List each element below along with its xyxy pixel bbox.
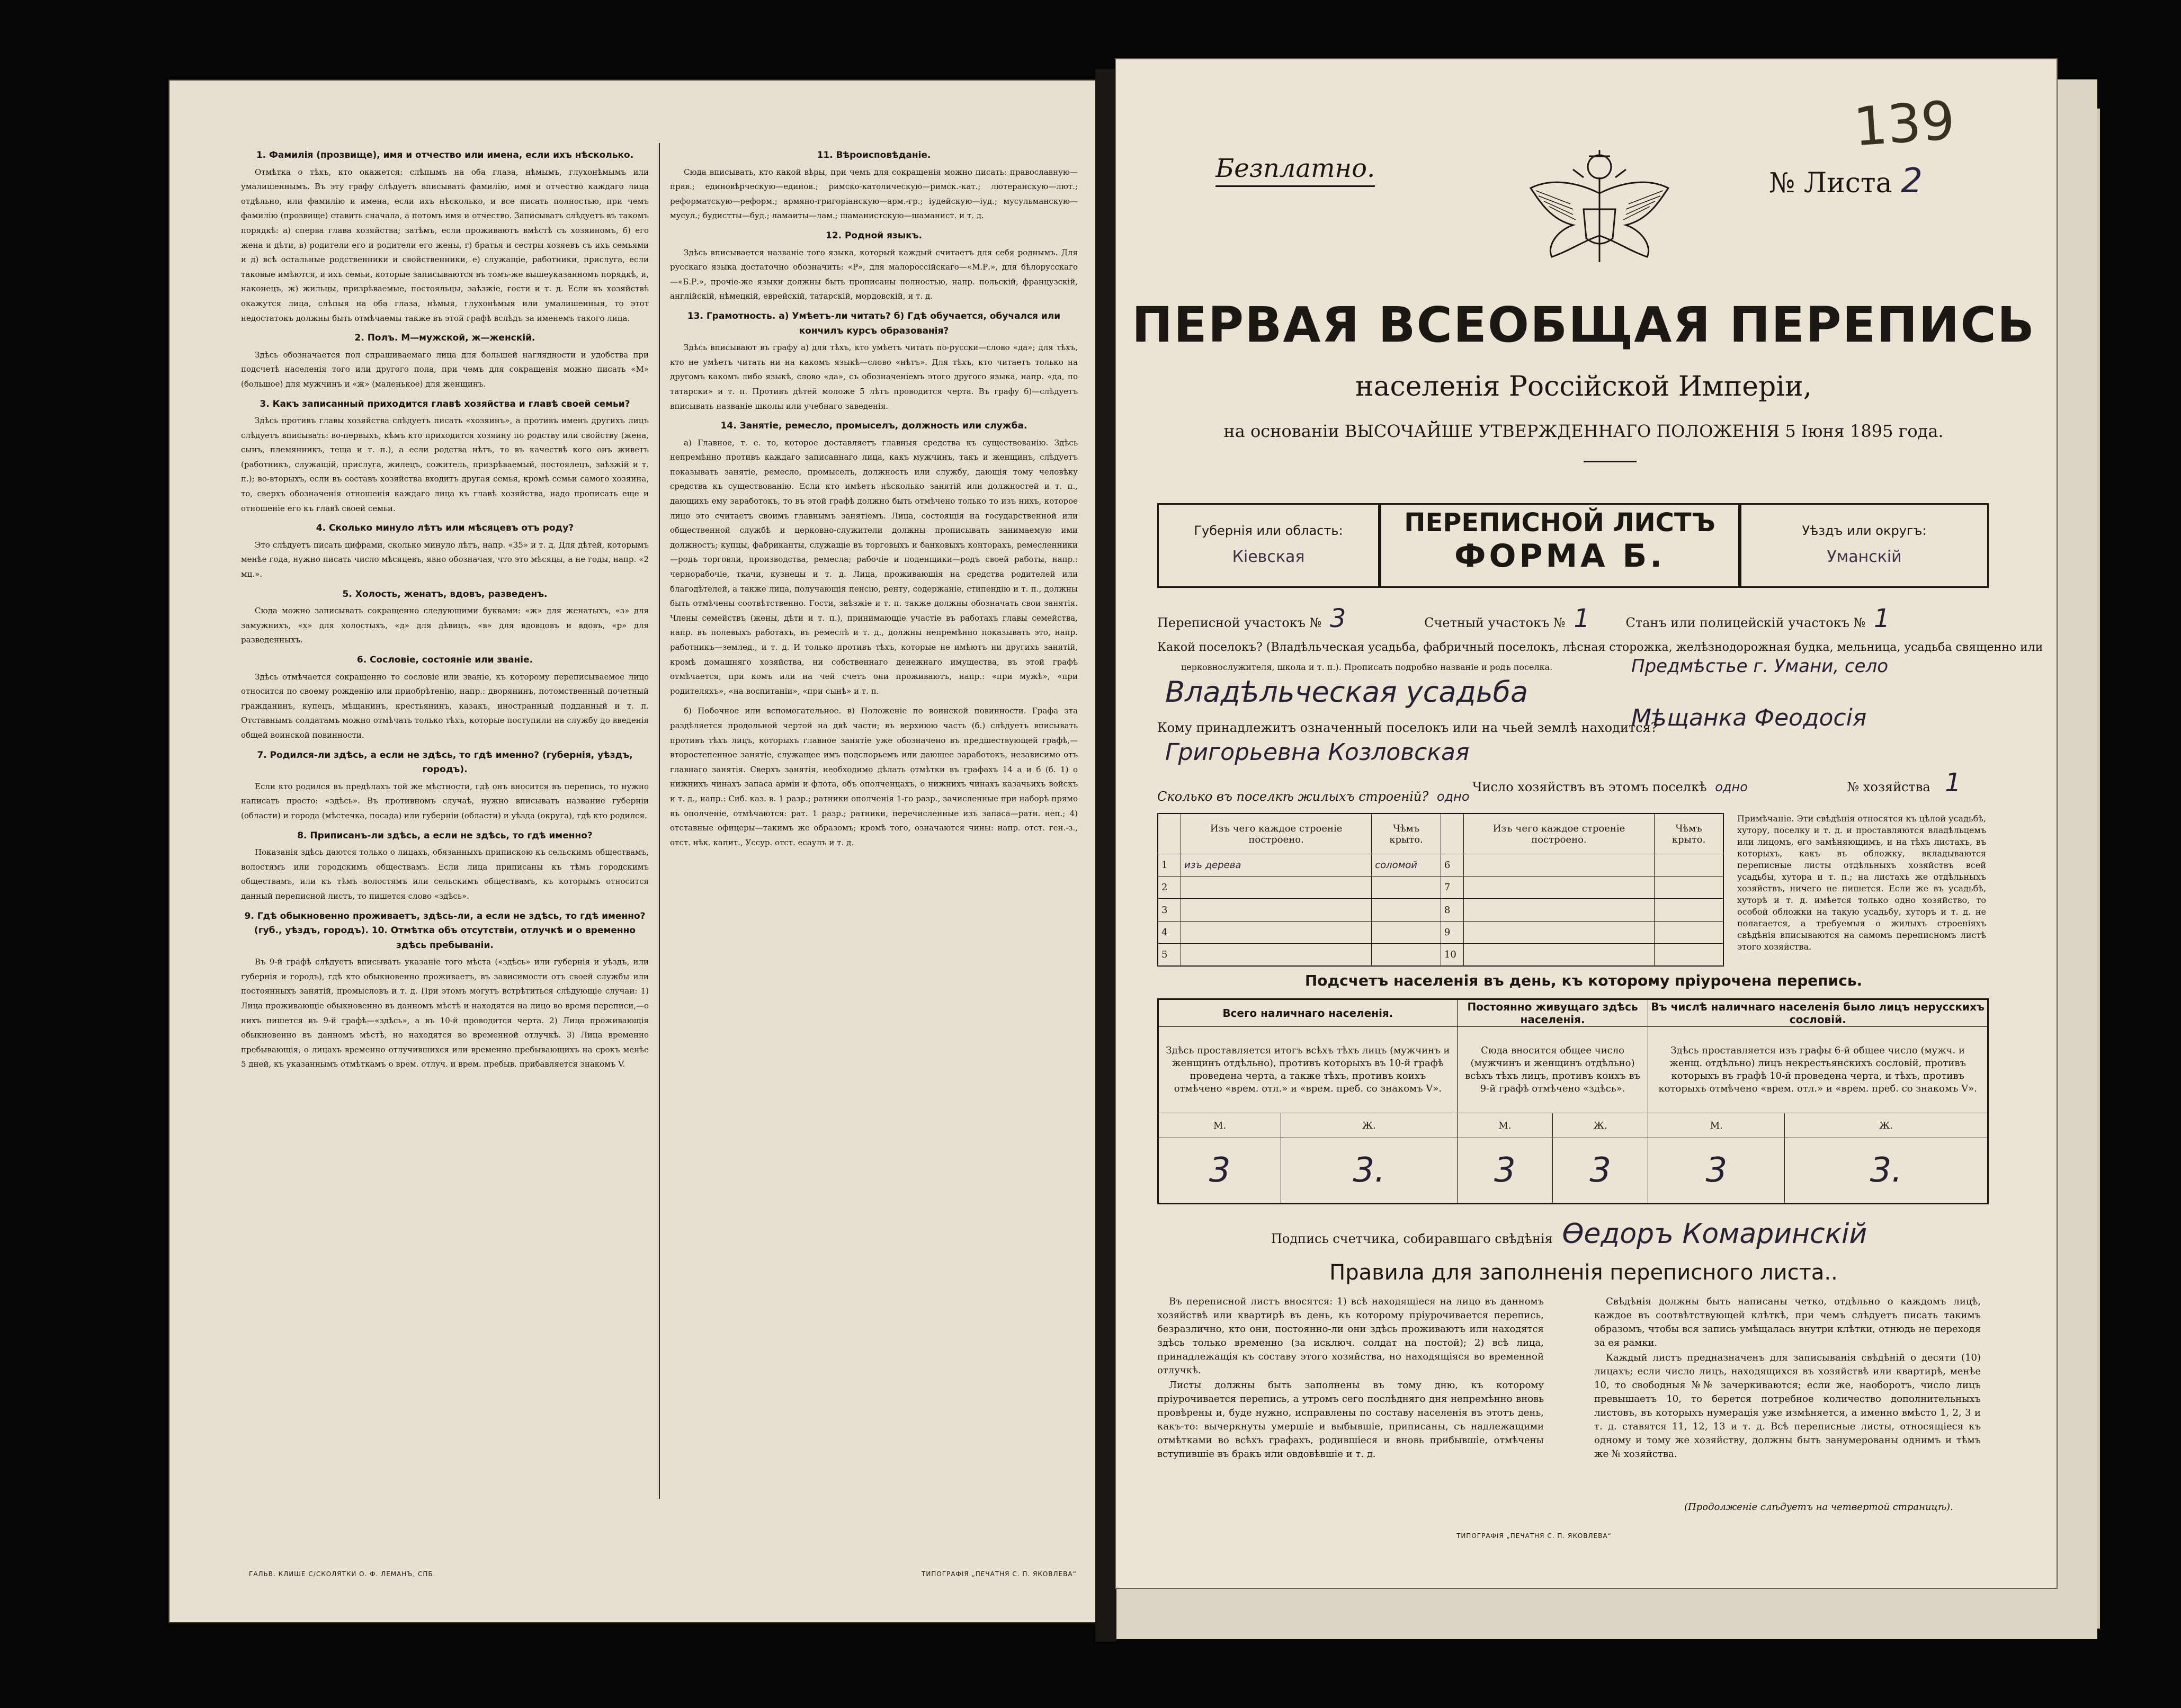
- counting-label: Счетный участокъ №: [1424, 615, 1566, 630]
- bldg-num: 3: [1158, 899, 1181, 921]
- printer-credit-left: ГАЛЬВ. КЛИШЕ С/СКОЛЯТКИ О. Ф. ЛЕМАНЪ, СПБ.: [249, 1570, 436, 1578]
- pop-sex-label: Ж.: [1553, 1113, 1648, 1138]
- instruction-heading: 4. Сколько минуло лѣтъ или мѣсяцевъ отъ роду?: [316, 523, 574, 534]
- instruction-heading: 3. Какъ записанный приходится главѣ хозяйства и главѣ своей семьи?: [260, 398, 630, 409]
- instruction-heading: 8. Приписанъ-ли здѣсь, а если не здѣсь, то гдѣ именно?: [297, 830, 593, 841]
- title-divider: [1584, 461, 1637, 462]
- bldg-num: 10: [1441, 943, 1463, 966]
- pop-value: 3: [1553, 1138, 1648, 1204]
- form-title-box: [1380, 503, 1740, 588]
- instruction-body: Здѣсь отмѣчается сокращенно то сословіе или званіе, къ которому переписываемое лицо относится по своему рожденію или приобрѣтенію, напр.: дворянинъ, потомственный почетный гражданинъ, купецъ, мѣщанинъ, крестьянинъ, казакъ, иностранный подданный и т. п. Отставнымъ солдатамъ можно отмѣчать только тѣхъ, которые поступили на службу до введенія общей воинской повинности.: [241, 672, 649, 740]
- instruction-heading: 6. Сословіе, состояніе или званіе.: [356, 655, 533, 665]
- column-divider: [659, 143, 660, 1499]
- buildings-label: Сколько въ поселкѣ жилыхъ строеній?: [1157, 789, 1429, 804]
- table-row: [1158, 899, 1723, 921]
- pop-desc-resident: Сюда вносится общее число (мужчинъ и женщинъ отдѣльно) всѣхъ тѣхъ лицъ, противъ коихъ въ 9-й графѣ отмѣчено «здѣсь».: [1457, 1027, 1648, 1113]
- rules-column-left: [1157, 1295, 1544, 1462]
- instruction-body: Показанія здѣсь даются только о лицахъ, обязанныхъ припискою къ сельскимъ обществамъ, волостямъ или городскимъ обществамъ. Если лица приписаны къ тѣмъ городскимъ обществамъ, или къ тѣмъ волостямъ или сельскимъ обществамъ, къ которымъ относится данный переписной листъ, то пишется слово «здѣсь».: [241, 847, 649, 901]
- instruction-heading: 5. Холость, женатъ, вдовъ, разведенъ.: [342, 588, 548, 600]
- settlement-hint: церковнослужителя, школа и т. п.). Прописать подробно названіе и родъ поселка.: [1181, 662, 1553, 672]
- instruction-body: Здѣсь противъ главы хозяйства слѣдуетъ писать «хозяинъ», а противъ именъ другихъ лицъ слѣдуетъ вписывать: во-первыхъ, кѣмъ кто приходится хозяину по родству или свойству (жена, сынъ, племянникъ, теща и т. п.), а если родства нѣтъ, то въ качествѣ кого онъ живетъ (работникъ, служащій, прислуга, жилецъ, сожитель, призрѣваемый, постоялецъ, заѣзжій и т. п.); во-вторыхъ, если въ составъ хозяйства входитъ другая семья, кромѣ семьи самого хозяина, то, сверхъ обозначенія отношенія каждаго лица къ главѣ хозяйства, надо прописать еще и отношеніе его къ главѣ своей семьи.: [241, 416, 649, 513]
- pop-header-nonpeasant: Въ числѣ наличнаго населенія было лицъ нерусскихъ сословій.: [1648, 999, 1988, 1027]
- instruction-section: [670, 704, 1078, 850]
- bldg-num: 4: [1158, 921, 1181, 943]
- census-title: ПЕРВАЯ ВСЕОБЩАЯ ПЕРЕПИСЬ: [1131, 297, 2036, 353]
- signature-label: Подпись счетчика, собиравшаго свѣдѣнія: [1271, 1231, 1553, 1246]
- pop-value: 3: [1648, 1138, 1785, 1204]
- bldg-num: 7: [1441, 877, 1463, 899]
- pop-desc-nonpeasant: Здѣсь проставляется изъ графы 6-й общее число (мужч. и женщ. отдѣльно) лицъ некрестьянскихъ сословій, противъ которыхъ въ графѣ 10-й проведена черта, и тѣхъ, противъ которыхъ отмѣчено «врем. отл.» и «врем. преб. со знакомъ V».: [1648, 1027, 1988, 1113]
- bldg-num: 2: [1158, 877, 1181, 899]
- stan-label: Станъ или полицейскій участокъ №: [1625, 615, 1866, 630]
- instruction-section: [241, 829, 649, 904]
- census-legal-basis: на основаніи ВЫСОЧАЙШЕ УТВЕРЖДЕННАГО ПОЛОЖЕНІЯ 5 Іюня 1895 года.: [1223, 421, 1944, 441]
- bldg-header-roof-1: Чѣмъ крыто.: [1372, 813, 1441, 854]
- bldg-num: 5: [1158, 943, 1181, 966]
- archive-page-number: 139: [1852, 89, 1957, 158]
- bldg-num: 6: [1441, 854, 1463, 877]
- instruction-body: Отмѣтка о тѣхъ, кто окажется: слѣпымъ на оба глаза, нѣмымъ, глухонѣмымъ или умалишеннымъ. Въ эту графу слѣдуетъ вписывать фамилію, имя и отчество каждаго лица отдѣльно, или фамилію и имена, если ихъ нѣсколько, и все писать полностью, при чемъ фамилію (прозвище) ставить сначала, а потомъ имя и отчество. Записывать слѣдуетъ въ такомъ порядкѣ: а) сперва глава хозяйства; затѣмъ, если проживаютъ вмѣстѣ съ хозяиномъ, б) его жена и дѣти, в) родители его и родители его жены, г) братья и сестры хозяевъ съ ихъ семьями и д) всѣ остальные родственники и свойственники, е) служащіе, работники, прислуга, если таковые имѣются, и ихъ семьи, которые записываются въ томъ-же вышеуказанномъ порядкѣ, и, наконецъ, ж) жильцы, призрѣваемые, постояльцы, заѣзжіе, гости и т. д. Если въ хозяйствѣ окажутся лица, слѣпыя на оба глаза, нѣмыя, глухонѣмыя или умалишенныя, то этот недостатокъ должны быть отмѣчаемы также въ этой графѣ вслѣдъ за именемъ такого лица.: [241, 167, 649, 323]
- instruction-heading: 1. Фамилія (прозвище), имя и отчество или имена, если ихъ нѣсколько.: [256, 150, 634, 160]
- buildings-value: одно: [1436, 789, 1470, 804]
- instruction-body: Это слѣдуетъ писать цифрами, сколько минуло лѣтъ, напр. «35» и т. д. Для дѣтей, которымъ менѣе года, нужно писать число мѣсяцевъ, явно обозначая, что это мѣсяцы, а не годы, напр. «2 мц.».: [241, 540, 649, 579]
- pop-value: 3.: [1281, 1138, 1458, 1204]
- signature-value: Ѳедоръ Комаринскій: [1562, 1218, 1867, 1250]
- pop-value: 3: [1158, 1138, 1281, 1204]
- instructions-column-left: [241, 143, 649, 1077]
- instruction-section: [241, 748, 649, 824]
- instruction-section: [241, 148, 649, 326]
- instruction-section: [241, 587, 649, 648]
- rules-column-right: [1594, 1295, 1981, 1462]
- table-row: [1158, 943, 1723, 966]
- pop-desc-present: Здѣсь проставляется итогъ всѣхъ тѣхъ лицъ (мужчинъ и женщинъ отдѣльно), противъ которыхъ въ 10-й графѣ проведена черта, а также тѣхъ, противъ коихъ отмѣчено «врем. отл.» и «врем. преб. со знакомъ V».: [1158, 1027, 1458, 1113]
- instruction-section: [241, 653, 649, 743]
- instruction-body: Здѣсь вписывают въ графу а) для тѣхъ, кто умѣетъ читать по-русски—слово «да»; для тѣхъ, кто не умѣетъ читать ни на какомъ языкѣ—слово «нѣтъ». Для тѣхъ, кто читаетъ только на другомъ какомъ либо языкѣ, слово «да», съ обозначеніемъ этого другого языка, напр. «да, по татарски» и т. п. Противъ дѣтей моложе 5 лѣтъ проводится черта. Въ графу б)—слѣдуетъ вписывать названіе школы или учебнаго заведенія.: [670, 343, 1078, 411]
- pop-header-present: Всего наличнаго населенія.: [1158, 999, 1458, 1027]
- pop-sex-label: Ж.: [1281, 1113, 1458, 1138]
- instruction-section: [670, 148, 1078, 223]
- table-row: [1158, 921, 1723, 943]
- buildings-line: [1157, 789, 1470, 804]
- form-title-line-1: ПЕРЕПИСНОЙ ЛИСТЪ: [1404, 508, 1715, 538]
- pop-sex-label: Ж.: [1785, 1113, 1988, 1138]
- stan-value: 1: [1873, 604, 1890, 633]
- bldg-num: 1: [1158, 854, 1181, 877]
- instruction-body: Сюда можно записывать сокращенно следующими буквами: «ж» для женатыхъ, «з» для замужнихъ, «х» для холостыхъ, «д» для дѣвицъ, «в» для вдовцовъ и вдовъ, «р» для разведенныхъ.: [241, 606, 649, 645]
- instruction-heading: 2. Полъ. М—мужской, ж—женскій.: [354, 333, 535, 344]
- population-count-title: Подсчетъ населенія въ день, къ которому пріурочена перепись.: [1304, 972, 1863, 989]
- pop-value: 3: [1457, 1138, 1552, 1204]
- guberniya-label: Губернія или область:: [1194, 523, 1343, 538]
- rules-paragraph: Каждый листъ предназначенъ для записыванія свѣдѣній о десяти (10) лицахъ; если число лицъ, находящихся въ хозяйствѣ или квартирѣ, менѣе 10, то свободныя №№ зачеркиваются; если же, наоборотъ, число лицъ превышаетъ 10, то берется потребное количество дополнительныхъ листовъ, въ которыхъ нумерація уже измѣняется, а именно вмѣсто 1, 2, 3 и т. д. ставятся 11, 12, 13 и т. д. Всѣ переписные листы, относящіеся къ одному и тому же хозяйству, должны быть занумерованы однимъ и тѣмъ же № хозяйства.: [1594, 1352, 1981, 1460]
- pop-sex-label: М.: [1648, 1113, 1785, 1138]
- uezd-box: [1740, 503, 1989, 588]
- household-no-label: № хозяйства: [1847, 780, 1930, 794]
- owner-label: Кому принадлежитъ означенный поселокъ или на чьей землѣ находится?: [1157, 720, 1658, 735]
- instruction-section: [670, 419, 1078, 699]
- households-value: одно: [1715, 780, 1748, 794]
- guberniya-box: [1157, 503, 1380, 588]
- table-row: [1158, 854, 1723, 877]
- rules-continuation-note: (Продолженіе слѣдуетъ на четвертой страницѣ).: [1684, 1501, 1953, 1513]
- household-no-value: 1: [1945, 768, 1961, 798]
- guberniya-value: Кіевская: [1232, 548, 1305, 566]
- instruction-section: [241, 331, 649, 391]
- rules-title: Правила для заполненія переписного листа..: [1329, 1260, 1838, 1285]
- population-table: [1157, 998, 1989, 1204]
- imperial-eagle-emblem: [1520, 146, 1679, 283]
- households-line: [1472, 768, 1961, 798]
- buildings-note: Примѣчаніе. Эти свѣдѣнія относятся къ цѣлой усадьбѣ, хутору, поселку и т. д. и проставляются владѣльцемъ или лицомъ, его замѣняющимъ, и на тѣхъ листахъ, въ которыхъ, какъ въ обложку, вкладываются переписные листы отдѣльныхъ хозяйствъ всей усадьбы, хутора и т. п.; на листахъ же отдѣльныхъ хозяйствъ, ничего не пишется. Если же въ усадьбѣ, хуторѣ и т. д. имѣется только одно хозяйство, то особой обложки на такую усадьбу, хуторъ и т. д. не полагается, а требуемыя о жилыхъ строеніяхъ свѣдѣнія вписываются на самомъ переписномъ листѣ этого хозяйства.: [1737, 813, 1986, 952]
- instruction-section: [241, 909, 649, 1072]
- instruction-body: Здѣсь вписывается названіе того языка, который каждый считаетъ для себя роднымъ. Для русскаго языка достаточно обозначить: «Р», для малороссійскаго—«М.Р.», для бѣлорусскаго—«Б.Р.», прочіе-же языки должны быть прописаны полностью, напр. польскій, французскій, англійскій, нѣмецкій, еврейскій, татарскій, мордовскій, и т. д.: [670, 247, 1078, 301]
- instruction-section: [241, 521, 649, 582]
- district-value: 3: [1329, 604, 1346, 633]
- settlement-place: Предмѣстье г. Умани, село: [1631, 656, 1889, 677]
- bldg-roof: соломой: [1372, 854, 1441, 877]
- sheet-number-value: 2: [1901, 162, 1923, 201]
- free-of-charge-label: Безплатно.: [1215, 154, 1375, 187]
- bldg-material: изъ дерева: [1181, 854, 1372, 877]
- pop-header-resident: Постоянно живущаго здѣсь населенія.: [1457, 999, 1648, 1027]
- table-row: [1158, 877, 1723, 899]
- district-line: [1157, 604, 1890, 633]
- instruction-body: Если кто родился въ предѣлахъ той же мѣстности, гдѣ онъ вносится въ перепись, то нужно написать просто: «здѣсь». Въ противномъ случаѣ, нужно вписывать название губерніи (области) и города (мѣстечка, посада) или губерніи (области) и уѣзда (округа), гдѣ кто родился.: [241, 781, 649, 820]
- sheet-number: [1769, 162, 1923, 201]
- instruction-section: [670, 229, 1078, 304]
- settlement-label: Какой поселокъ? (Владѣльческая усадьба, фабричный поселокъ, лѣсная сторожка, желѣзнодорожная будка, мельница, усадьба священно или: [1157, 641, 2043, 654]
- bldg-header-material-2: Изъ чего каждое строеніе построено.: [1463, 813, 1654, 854]
- instructions-column-right: [670, 143, 1078, 855]
- households-label: Число хозяйствъ въ этомъ поселкѣ: [1472, 780, 1707, 794]
- instruction-heading: 13. Грамотность. а) Умѣетъ-ли читать? б) Гдѣ обучается, обучался или кончилъ курсъ образованія?: [687, 310, 1061, 336]
- form-title-line-2: ФОРМА Б.: [1454, 538, 1666, 575]
- buildings-table: [1157, 813, 1724, 967]
- instruction-section: [670, 309, 1078, 414]
- uezd-label: Уѣздъ или округъ:: [1802, 523, 1927, 538]
- instruction-heading: 9. Гдѣ обыкновенно проживаетъ, здѣсь-ли, а если не здѣсь, то гдѣ именно? (губ., уѣздъ, городъ). 10. Отмѣтка объ отсутствіи, отлучкѣ и о временно здѣсь пребываніи.: [244, 910, 646, 951]
- instruction-body: а) Главное, т. е. то, которое доставляетъ главныя средства къ существованію. Здѣсь непремѣнно противъ каждаго записаннаго лица, какъ мужчинъ, такъ и женщинъ, слѣдуетъ показывать занятіе, ремесло, промыселъ, должность или службу, дающія тому человѣку средства къ существованію. Если кто имѣетъ нѣсколько занятій или должностей и т. п., дающихъ ему заработокъ, то въ этой графѣ должно быть отмѣчено только то изъ нихъ, которое лицо это считаетъ своимъ главнымъ занятіемъ. Лица, состоящія на государственной или общественной службѣ и церковно-служители должны прописывать занимаемую ими должность; купцы, фабриканты, служащіе въ торговыхъ и банковыхъ конторахъ, ремесленники—родъ торговли, производства, ремесла; рабочіе и поденщики—родъ своей работы, напр.: чернорабочіе, ткачи, кузнецы и т. д. Лица, проживающія на средства родителей или благодѣтелей, а также лица, получающія пенсію, ренту, содержаніе, стипендію и т. п., должны быть отмѣчены соотвѣтственно. Гости, заѣзжіе и т. п. также должны обозначать свои занятія. Члены семействъ (жены, дѣти и т. п.), принимающіе участіе въ работахъ главы семейства, напр. въ полевыхъ работахъ, въ ремеслѣ и т. д., должны непремѣнно показывать это, напр. работникъ—землед., и т. д. И только противъ тѣхъ, которые не имѣютъ ни другихъ занятій, кромѣ домашняго хозяйства, ни собственнаго денежнаго имущества, въ этой графѣ отмѣчается, при комъ или на чей счетъ они проживаютъ, напр.: «при мужѣ», «при родителяхъ», «на воспитаніи», «при сынѣ» и т. п.: [670, 437, 1078, 696]
- instruction-section: [241, 397, 649, 516]
- district-label: Переписной участокъ №: [1157, 615, 1322, 630]
- bldg-num: 8: [1441, 899, 1463, 921]
- enumerator-signature: [1271, 1218, 1867, 1250]
- rules-paragraph: Въ переписной листъ вносятся: 1) всѣ находящіеся на лицо въ данномъ хозяйствѣ или квартирѣ въ день, къ которому пріурочивается перепись, безразлично, кто они, постоянно-ли они здѣсь проживаютъ или находятся здѣсь только временно (за исключ. солдат на постой); 2) всѣ лица, принадлежащія къ составу этого хозяйства, но находящіяся во временной отлучкѣ.: [1157, 1296, 1544, 1376]
- instruction-body: Здѣсь обозначается пол спрашиваемаго лица для большей наглядности и удобства при подсчетѣ населенія того или другого пола, при чемъ для сокращенія можно писать «М» (большое) для мужчинъ и «ж» (маленькое) для женщинъ.: [241, 350, 649, 389]
- pop-value: 3.: [1785, 1138, 1988, 1204]
- owner-value-2: Григорьевна Козловская: [1165, 739, 1470, 766]
- census-subtitle: населенія Россійской Имперіи,: [1355, 371, 1812, 403]
- instruction-heading: 11. Вѣроисповѣданіе.: [817, 150, 931, 160]
- instruction-body: Сюда вписывать, кто какой вѣры, при чемъ для сокращенія можно писать: православную—прав.; единовѣрческую—единов.; римско-католическую—римск.-кат.; лютеранскую—лют.; реформатскую—реформ.; армяно-григоріанскую—арм.-гр.; іудейскую—іуд.; мусульманскую—мусул.; будистты—буд.; ламаиты—лам.; шаманистскую—шаманист. и т. д.: [670, 167, 1078, 221]
- bldg-num: 9: [1441, 921, 1463, 943]
- instruction-body: б) Побочное или вспомогательное. в) Положеніе по воинской повинности. Графа эта раздѣляется продольной чертой на двѣ части; въ верхнюю часть (б.) слѣдуетъ вписывать противъ тѣхъ лицъ, которыхъ главное занятіе уже обозначено въ предшествующей графѣ,—второстепенное занятіе, служащее имъ подспорьемъ или дающее заработокъ, независимо отъ главнаго занятія. Сверхъ занятія, необходимо дѣлать отмѣтки въ графахъ 14 а и б (б. 1) о нижнихъ чинахъ запаса арміи и флота, объ ополченцахъ, о нижнихъ чинахъ казачьихъ войскъ и т. д., напр.: Сиб. каз. в. 1 разр.; ратники ополченія 1-го разр., зачисленные при наборѣ прямо въ ополченіе, отмѣчаются: рат. 1 разр.; ратники, перечисленные изъ запаса—ратн. неп.; 4) отставные офицеры—такимъ же образомъ; кромѣ того, означаются чины: напр. отст. ген.-з., отст. нѣк. капит., Уссур. отст. есаулъ и т. д.: [670, 706, 1078, 847]
- uezd-value: Уманскій: [1827, 548, 1902, 566]
- instruction-heading: 12. Родной языкъ.: [825, 230, 923, 241]
- bldg-header-roof-2: Чѣмъ крыто.: [1655, 813, 1723, 854]
- counting-value: 1: [1574, 604, 1590, 633]
- rules-paragraph: Свѣдѣнія должны быть написаны четко, отдѣльно о каждомъ лицѣ, каждое въ соотвѣтствующей клѣткѣ, при чемъ слѣдуетъ писать такимъ образомъ, чтобы вся запись умѣщалась внутри клѣтки, отнюдь не переходя за ея рамки.: [1594, 1296, 1981, 1348]
- instruction-heading: 7. Родился-ли здѣсь, а если не здѣсь, то гдѣ именно? (губернія, уѣздъ, городъ).: [257, 749, 633, 775]
- printer-credit-right: ТИПОГРАФІЯ „ПЕЧАТНЯ С. П. ЯКОВЛЕВА“: [922, 1570, 1077, 1578]
- rules-paragraph: Листы должны быть заполнены въ тому дню, къ которому пріурочивается перепись, а утромъ сего послѣдняго дня непремѣнно вновь провѣрены и, буде нужно, исправлены по составу населенія въ этотъ день, какъ-то: вычеркнуты умершіе и выбывшіе, приписаны, съ надлежащими отмѣтками во всѣхъ графахъ, родившіеся и вновь прибывшіе, отмѣчены вступившіе въ бракъ или овдовѣвшіе и т. д.: [1157, 1380, 1544, 1460]
- pop-sex-label: М.: [1158, 1113, 1281, 1138]
- instruction-body: Въ 9-й графѣ слѣдуетъ вписывать указаніе того мѣста («здѣсь» или губернія и уѣздъ, или губернія и городъ), гдѣ кто обыкновенно проживаетъ, въ зависимости отъ своей службы или постоянныхъ занятій, промысловъ и т. д. При этомъ могутъ встрѣтиться слѣдующіе случаи: 1) Лица проживающіе обыкновенно въ данномъ мѣстѣ и находятся на лицо во время переписи,—о нихъ пишется въ 9-й графѣ—«здѣсь», а въ 10-й проводится черта. 2) Лица проживающія обыкновенно въ данномъ мѣстѣ, но находятся во временной отлучкѣ. 3) Лица временно пребывающія, о лицахъ временно отлучившихся или временно пребывающихъ на срокъ менѣе 5 дней, къ указаннымъ отмѣткамъ о врем. отлуч. и врем. пребыв. прибавляется знакомъ V.: [241, 957, 649, 1069]
- printer-credit-form: ТИПОГРАФІЯ „ПЕЧАТНЯ С. П. ЯКОВЛЕВА“: [1456, 1532, 1612, 1540]
- instruction-heading: 14. Занятіе, ремесло, промыселъ, должность или служба.: [720, 421, 1027, 432]
- pop-sex-label: М.: [1457, 1113, 1552, 1138]
- bldg-header-material-1: Изъ чего каждое строеніе построено.: [1181, 813, 1372, 854]
- sheet-number-label: № Листа: [1769, 167, 1892, 199]
- owner-value-1: Мѣщанка Феодосія: [1631, 704, 1867, 731]
- settlement-value: Владѣльческая усадьба: [1165, 675, 1529, 709]
